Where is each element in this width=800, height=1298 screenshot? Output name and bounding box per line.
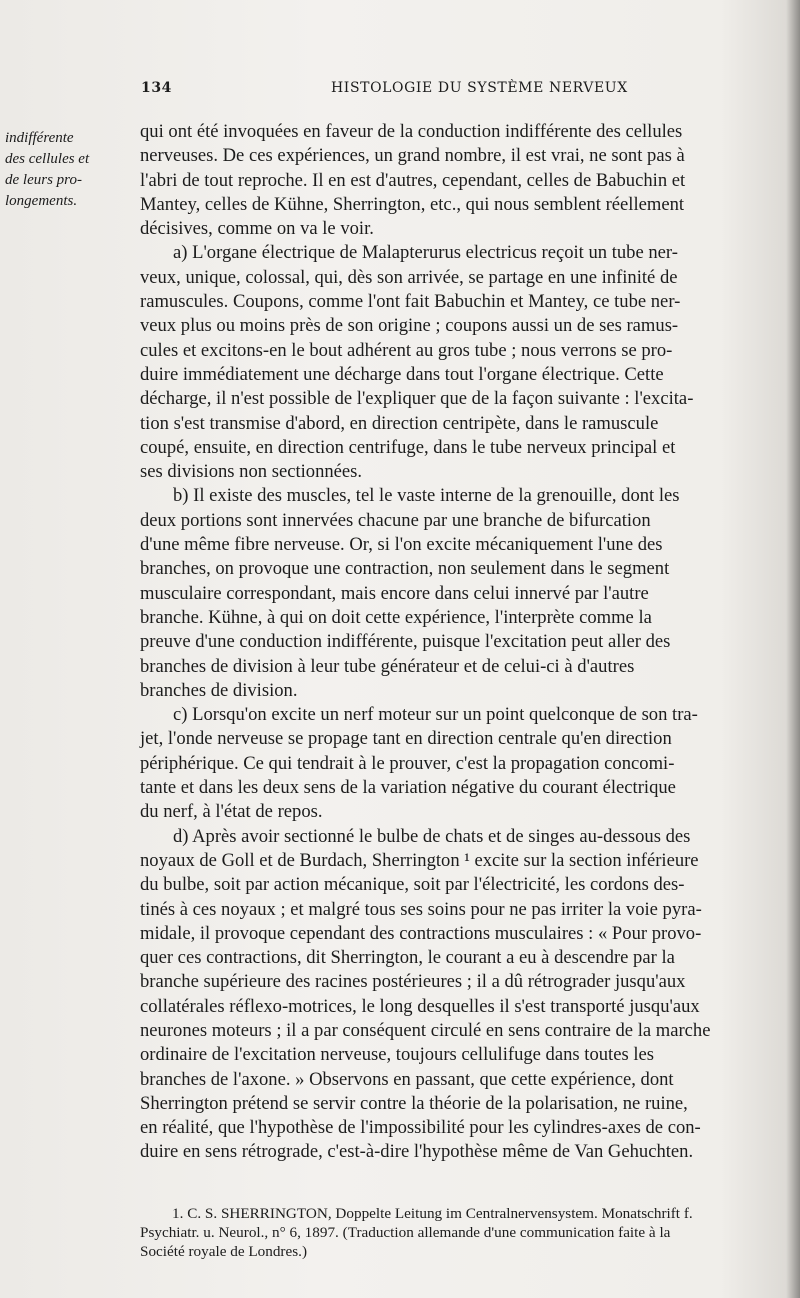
- footnote-line: Société royale de Londres.): [140, 1243, 307, 1260]
- body-line: neurones moteurs ; il a par conséquent circulé en sens contraire de la marche: [140, 1019, 711, 1041]
- body-line: ramuscules. Coupons, comme l'ont fait Babuchin et Mantey, ce tube ner-: [140, 291, 681, 313]
- body-line: ses divisions non sectionnées.: [140, 461, 363, 483]
- body-line: du nerf, à l'état de repos.: [140, 801, 323, 823]
- body-line: périphérique. Ce qui tendrait à le prouver, c'est la propagation concomi-: [140, 752, 675, 774]
- paragraph-a-start: a) L'organe électrique de Malapterurus electricus reçoit un tube ner-: [173, 242, 678, 264]
- body-line: branches de l'axone. » Observons en passant, que cette expérience, dont: [140, 1068, 674, 1090]
- body-line: Mantey, celles de Kühne, Sherrington, etc., qui nous semblent réellement: [140, 193, 685, 215]
- body-line: Sherrington prétend se servir contre la théorie de la polarisation, ne ruine,: [140, 1092, 688, 1114]
- margin-note-line: des cellules et: [5, 151, 90, 167]
- body-line: branche supérieure des racines postérieures ; il a dû rétrograder jusqu'aux: [140, 971, 686, 993]
- body-line: ordinaire de l'excitation nerveuse, toujours cellulifuge dans toutes les: [140, 1044, 655, 1066]
- body-line: deux portions sont innervées chacune par une branche de bifurcation: [140, 509, 651, 531]
- margin-note-line: indifférente: [5, 130, 74, 146]
- paragraph-c-start: c) Lorsqu'on excite un nerf moteur sur un point quelconque de son tra-: [173, 704, 698, 726]
- body-line: noyaux de Goll et de Burdach, Sherrington ¹ excite sur la section inférieure: [140, 849, 699, 871]
- body-line: branche. Kühne, à qui on doit cette expérience, l'interprète comme la: [140, 606, 652, 628]
- body-line: décisives, comme on va le voir.: [140, 218, 374, 240]
- body-line: d'une même fibre nerveuse. Or, si l'on excite mécaniquement l'une des: [140, 534, 663, 556]
- body-line: duire immédiatement une décharge dans tout l'organe électrique. Cette: [140, 363, 664, 385]
- body-line: quer ces contractions, dit Sherrington, le courant a eu à descendre par la: [140, 947, 675, 969]
- footnote-line: Psychiatr. u. Neurol., n° 6, 1897. (Traduction allemande d'une communication faite à la: [140, 1224, 671, 1241]
- running-head: [141, 80, 651, 102]
- body-line: veux plus ou moins près de son origine ; coupons aussi un de ses ramus-: [140, 315, 679, 337]
- body-line: jet, l'onde nerveuse se propage tant en direction centrale qu'en direction: [140, 728, 672, 750]
- footnotes: [140, 1204, 790, 1261]
- body-line: midale, il provoque cependant des contractions musculaires : « Pour provo-: [140, 922, 702, 944]
- body-text: [140, 120, 790, 1165]
- body-line: tante et dans les deux sens de la variation négative du courant électrique: [140, 777, 676, 799]
- body-line: tinés à ces noyaux ; et malgré tous ses soins pour ne pas irriter la voie pyra-: [140, 898, 702, 920]
- body-line: preuve d'une conduction indifférente, puisque l'excitation peut aller des: [140, 631, 671, 653]
- body-line: nerveuses. De ces expériences, un grand nombre, il est vrai, ne sont pas à: [140, 145, 685, 167]
- body-line: du bulbe, soit par action mécanique, soit par l'électricité, les cordons des-: [140, 874, 685, 896]
- body-line: coupé, ensuite, en direction centrifuge, dans le tube nerveux principal et: [140, 436, 676, 458]
- body-line: branches de division à leur tube générateur et de celui-ci à d'autres: [140, 655, 635, 677]
- margin-note: [5, 128, 133, 212]
- body-line: veux, unique, colossal, qui, dès son arrivée, se partage en une infinité de: [140, 266, 678, 288]
- body-line: collatérales réflexo-motrices, le long desquelles il s'est transporté jusqu'aux: [140, 995, 700, 1017]
- body-line: musculaire correspondant, mais encore dans celui innervé par l'autre: [140, 582, 649, 604]
- body-line: cules et excitons-en le bout adhérent au gros tube ; nous verrons se pro-: [140, 339, 673, 361]
- body-line: décharge, il n'est possible de l'expliquer que de la façon suivante : l'excita-: [140, 388, 694, 410]
- margin-note-line: de leurs pro-: [5, 172, 82, 188]
- body-line: branches, on provoque une contraction, non seulement dans le segment: [140, 558, 670, 580]
- page-number: 134: [141, 80, 173, 96]
- footnote-line: 1. C. S. SHERRINGTON, Doppelte Leitung im Centralnervensystem. Monatschrift f.: [172, 1205, 693, 1222]
- margin-note-line: longements.: [5, 193, 78, 209]
- paragraph-d-start: d) Après avoir sectionné le bulbe de chats et de singes au-dessous des: [173, 825, 691, 847]
- paragraph-b-start: b) Il existe des muscles, tel le vaste interne de la grenouille, dont les: [173, 485, 680, 507]
- body-line: duire en sens rétrograde, c'est-à-dire l'hypothèse même de Van Gehuchten.: [140, 1141, 694, 1163]
- body-line: tion s'est transmise d'abord, en direction centripète, dans le ramuscule: [140, 412, 659, 434]
- body-line: en réalité, que l'hypothèse de l'impossibilité pour les cylindres-axes de con-: [140, 1117, 701, 1139]
- running-head-title: HISTOLOGIE DU SYSTÈME NERVEUX: [331, 80, 628, 96]
- body-line: qui ont été invoquées en faveur de la conduction indifférente des cellules: [140, 121, 683, 142]
- body-line: l'abri de tout reproche. Il en est d'autres, cependant, celles de Babuchin et: [140, 169, 686, 191]
- body-line: branches de division.: [140, 679, 298, 701]
